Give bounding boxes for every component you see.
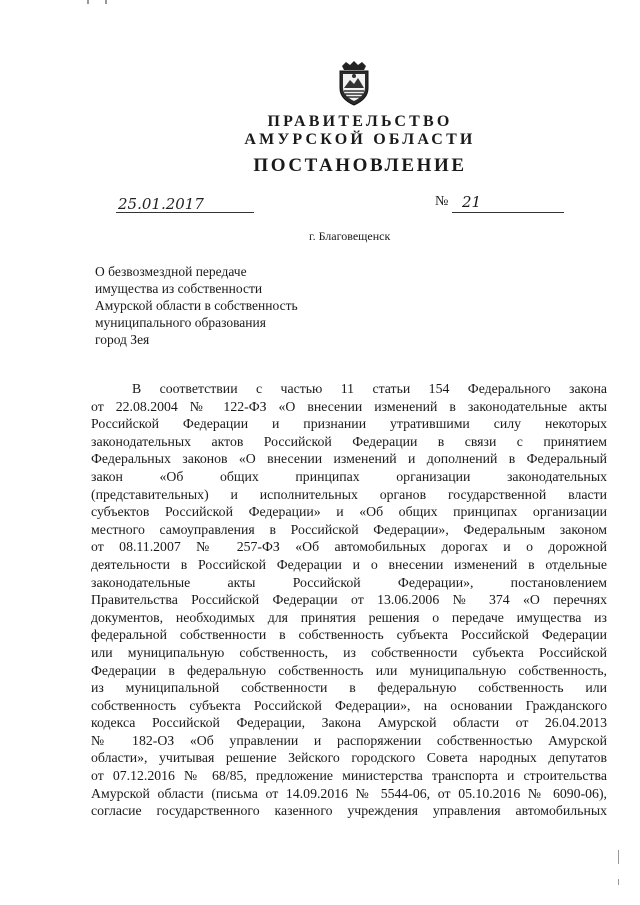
body-line: от 08.11.2007 № 257-ФЗ «Об автомобильных дорогах и о дорожной xyxy=(91,539,607,555)
number-label: № xyxy=(435,194,449,209)
body-line: Амурской области (письма от 14.09.2016 № 5544-06, от 05.10.2016 № 6090-06), xyxy=(91,785,607,801)
document-number: 21 xyxy=(462,193,482,211)
document-subject xyxy=(95,263,375,348)
scan-mark xyxy=(618,850,619,864)
body-line: Правительства Российской Федерации от 13.06.2006 № 374 «О перечнях xyxy=(91,592,607,608)
body-line: В соответствии с частью 11 статьи 154 Федерального закона xyxy=(132,381,607,396)
body-line: собственность субъекта Российской Федерации», на основании Гражданского xyxy=(91,697,607,713)
body-line: местного самоуправления в Российской Федерации», Федеральным законом xyxy=(91,521,607,537)
body-line: от 07.12.2016 № 68/85, предложение министерства транспорта и строительства xyxy=(91,768,607,784)
body-line: № 182-ОЗ «Об управлении и распоряжении собственностью Амурской xyxy=(91,732,607,748)
body-line: документов, необходимых для принятия решения о передаче имущества из xyxy=(91,609,607,625)
body-line: от 22.08.2004 № 122-ФЗ «О внесении изменений в законодательные акты xyxy=(91,398,607,414)
scan-mark xyxy=(105,0,107,4)
document-date: 25.01.2017 xyxy=(118,195,204,213)
body-line: Российской Федерации и признании утратившими силу некоторых xyxy=(91,416,607,432)
government-title: ПРАВИТЕЛЬСТВО xyxy=(267,113,453,130)
body-line: кодекса Российской Федерации, Закона Амурской области от 26.04.2013 xyxy=(91,715,607,731)
coat-of-arms-emblem xyxy=(334,60,374,106)
region-title: АМУРСКОЙ ОБЛАСТИ xyxy=(244,131,476,148)
body-line: из муниципальной собственности в федеральную собственность или xyxy=(91,680,607,696)
scan-mark xyxy=(618,879,619,885)
subject-line: город Зея xyxy=(95,332,150,347)
document-body xyxy=(91,380,607,820)
body-line: Федеральных законов «О внесении изменений и дополнений в Федеральный xyxy=(91,451,607,467)
body-line: Федерации в федеральную собственность или муниципальную собственность, xyxy=(91,662,607,678)
document-type-title: ПОСТАНОВЛЕНИЕ xyxy=(253,155,467,176)
body-line: закон «Об общих принципах организации законодательных xyxy=(91,468,607,484)
subject-line: имущества из собственности xyxy=(95,281,263,296)
body-line: деятельности в Российской Федерации и о внесении изменений в отдельные xyxy=(91,556,607,572)
date-underline xyxy=(116,212,254,213)
city-name: г. Благовещенск xyxy=(309,229,391,243)
subject-line: Амурской области в собственность xyxy=(95,298,298,313)
body-line: законодательных актов Российской Федерации в связи с принятием xyxy=(91,433,607,449)
body-line: или муниципальную собственность, из собственности субъекта Российской xyxy=(91,644,607,660)
scan-mark xyxy=(87,0,89,4)
body-line: федеральной собственности в собственность субъекта Российской Федерации xyxy=(91,627,607,643)
body-line: (представительных) и исполнительных органов государственной власти xyxy=(91,486,607,502)
body-line: согласие государственного казенного учреждения управления автомобильных xyxy=(91,803,607,819)
subject-line: О безвозмездной передаче xyxy=(95,264,247,279)
body-line: субъектов Российской Федерации» и «Об общих принципах организации xyxy=(91,504,607,520)
subject-line: муниципального образования xyxy=(95,315,266,330)
body-line: области», учитывая решение Зейского городского Совета народных депутатов xyxy=(91,750,607,766)
number-underline xyxy=(452,212,564,213)
body-line: законодательные акты Российской Федерации», постановлением xyxy=(91,574,607,590)
